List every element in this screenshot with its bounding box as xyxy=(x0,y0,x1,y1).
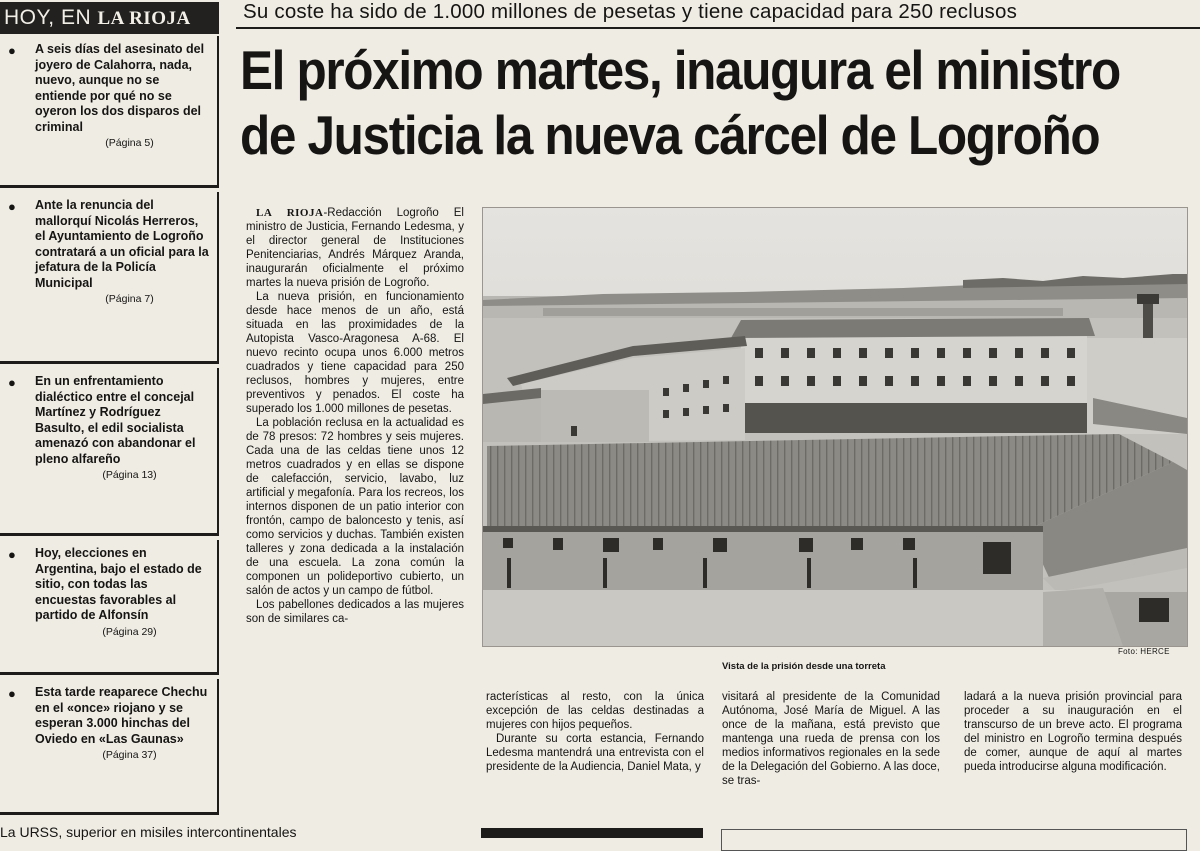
photo-caption: Vista de la prisión desde una torreta xyxy=(722,661,886,672)
page-reference: (Página 5) xyxy=(105,137,154,149)
article-column-2 xyxy=(486,690,704,774)
brief-item-5[interactable] xyxy=(0,679,219,815)
headline-line-2: de Justicia la nueva cárcel de Logroño xyxy=(240,104,1100,166)
bullet-icon: ● xyxy=(8,43,16,58)
article-column-1 xyxy=(246,206,464,626)
article-paragraph: racterísticas al resto, con la única excepción de las celdas destinadas a mujeres con hijos pequeños. xyxy=(486,691,704,731)
brief-item-4[interactable] xyxy=(0,540,219,675)
brief-text: Esta tarde reaparece Chechu en el «once» riojano y se esperan 3.000 hinchas del Oviedo en «Las Gaunas» xyxy=(35,685,208,746)
sidebar-header-brand: LA RIOJA xyxy=(97,8,191,29)
article-paragraph xyxy=(246,206,464,290)
photo-credit: Foto: HERCE xyxy=(1118,647,1170,656)
page-reference: (Página 37) xyxy=(102,749,157,761)
box-frame xyxy=(721,829,1187,851)
brief-text: Hoy, elecciones en Argentina, bajo el estado de sitio, con todas las encuestas favorables al partido de Alfonsín xyxy=(35,546,202,622)
brief-text: Ante la renuncia del mallorquí Nicolás Herreros, el Ayuntamiento de Logroño contratará a un oficial para la jefatura de la Policía Municipal xyxy=(35,198,209,290)
article-kicker: Su coste ha sido de 1.000 millones de pesetas y tiene capacidad para 250 reclusos xyxy=(243,0,1018,23)
article-paragraph: La población reclusa en la actualidad es de 78 presos: 72 hombres y seis mujeres. Cada una de las celdas tiene unos 12 metros cuadrados y en ellas se dispone de calefacción, servicio, lavabo, luz artificial y megafonía. Para los recreos, los internos disponen de un patio interior con frontón, campo de baloncesto y tenis, así como servicios y duchas. También existen talleres y zona dedicada a la instalación de una escuela. La zona común la componen un polideportivo cubierto, un salón de actos y un campo de fútbol. xyxy=(246,417,464,597)
kicker-divider xyxy=(236,27,1200,29)
brief-item-1[interactable] xyxy=(0,36,219,188)
brief-text: A seis días del asesinato del joyero de Calahorra, nada, nuevo, aunque no se entiende por qué no se oyeron los dos disparos del criminal xyxy=(35,42,205,134)
next-headline-fragment: La URSS, superior en misiles intercontinentales xyxy=(0,824,297,840)
lead-text: -Redacción Logroño El ministro de Justicia, Fernando Ledesma, y el director general de Instituciones Penitenciarias, Andrés Márquez Aranda, inaugurarán oficialmente el próximo martes la nueva prisión de Logroño. xyxy=(246,207,464,289)
article-dateline: LA RIOJA xyxy=(256,207,324,219)
article-paragraph: La nueva prisión, en funcionamiento desde hace menos de un año, está situada en las proximidades de la Autopista Vasco-Aragonesa A-68. El nuevo recinto ocupa unos 6.000 metros cuadrados y tiene capacidad para 250 reclusos, hombres y mujeres, entre preventivos y penados. El coste ha superado los 1.000 millones de pesetas. xyxy=(246,291,464,415)
brief-text: En un enfrentamiento dialéctico entre el concejal Martínez y Rodríguez Basulto, el edil socialista amenazó con abandonar el pleno alfareño xyxy=(35,374,196,466)
article-column-3 xyxy=(722,690,940,788)
brief-item-2[interactable] xyxy=(0,192,219,364)
sidebar-header xyxy=(0,2,219,34)
prison-photo xyxy=(482,207,1188,647)
page-reference: (Página 29) xyxy=(102,625,157,638)
sidebar-header-prefix: HOY, EN xyxy=(4,6,98,29)
brief-item-3[interactable] xyxy=(0,368,219,536)
page-reference: (Página 13) xyxy=(102,469,157,481)
article-paragraph: Los pabellones dedicados a las mujeres son de similares ca- xyxy=(246,599,464,625)
article-headline xyxy=(240,38,1120,168)
article-paragraph: visitará al presidente de la Comunidad Autónoma, José María de Miguel. A las once de la mañana, está previsto que mantenga una rueda de prensa con los medios informativos regionales en la sede de la Delegación del Gobierno. A las doce, se tras- xyxy=(722,691,940,787)
headline-line-1: El próximo martes, inaugura el ministro xyxy=(240,39,1120,101)
article-paragraph: Durante su corta estancia, Fernando Ledesma mantendrá una entrevista con el presidente de la Audiencia, Daniel Mata, y xyxy=(486,733,704,773)
bullet-icon: ● xyxy=(8,686,16,701)
page-reference: (Página 7) xyxy=(105,293,154,305)
bullet-icon: ● xyxy=(8,375,16,390)
article-column-4 xyxy=(964,690,1182,774)
article-paragraph: ladará a la nueva prisión provincial para proceder a su inauguración en el transcurso de un breve acto. El programa del ministro en Logroño termina después de comer, aunque de aquí al martes pueda introducirse alguna modificación. xyxy=(964,691,1182,773)
bullet-icon: ● xyxy=(8,547,16,562)
bullet-icon: ● xyxy=(8,199,16,214)
divider-bar xyxy=(481,828,703,838)
